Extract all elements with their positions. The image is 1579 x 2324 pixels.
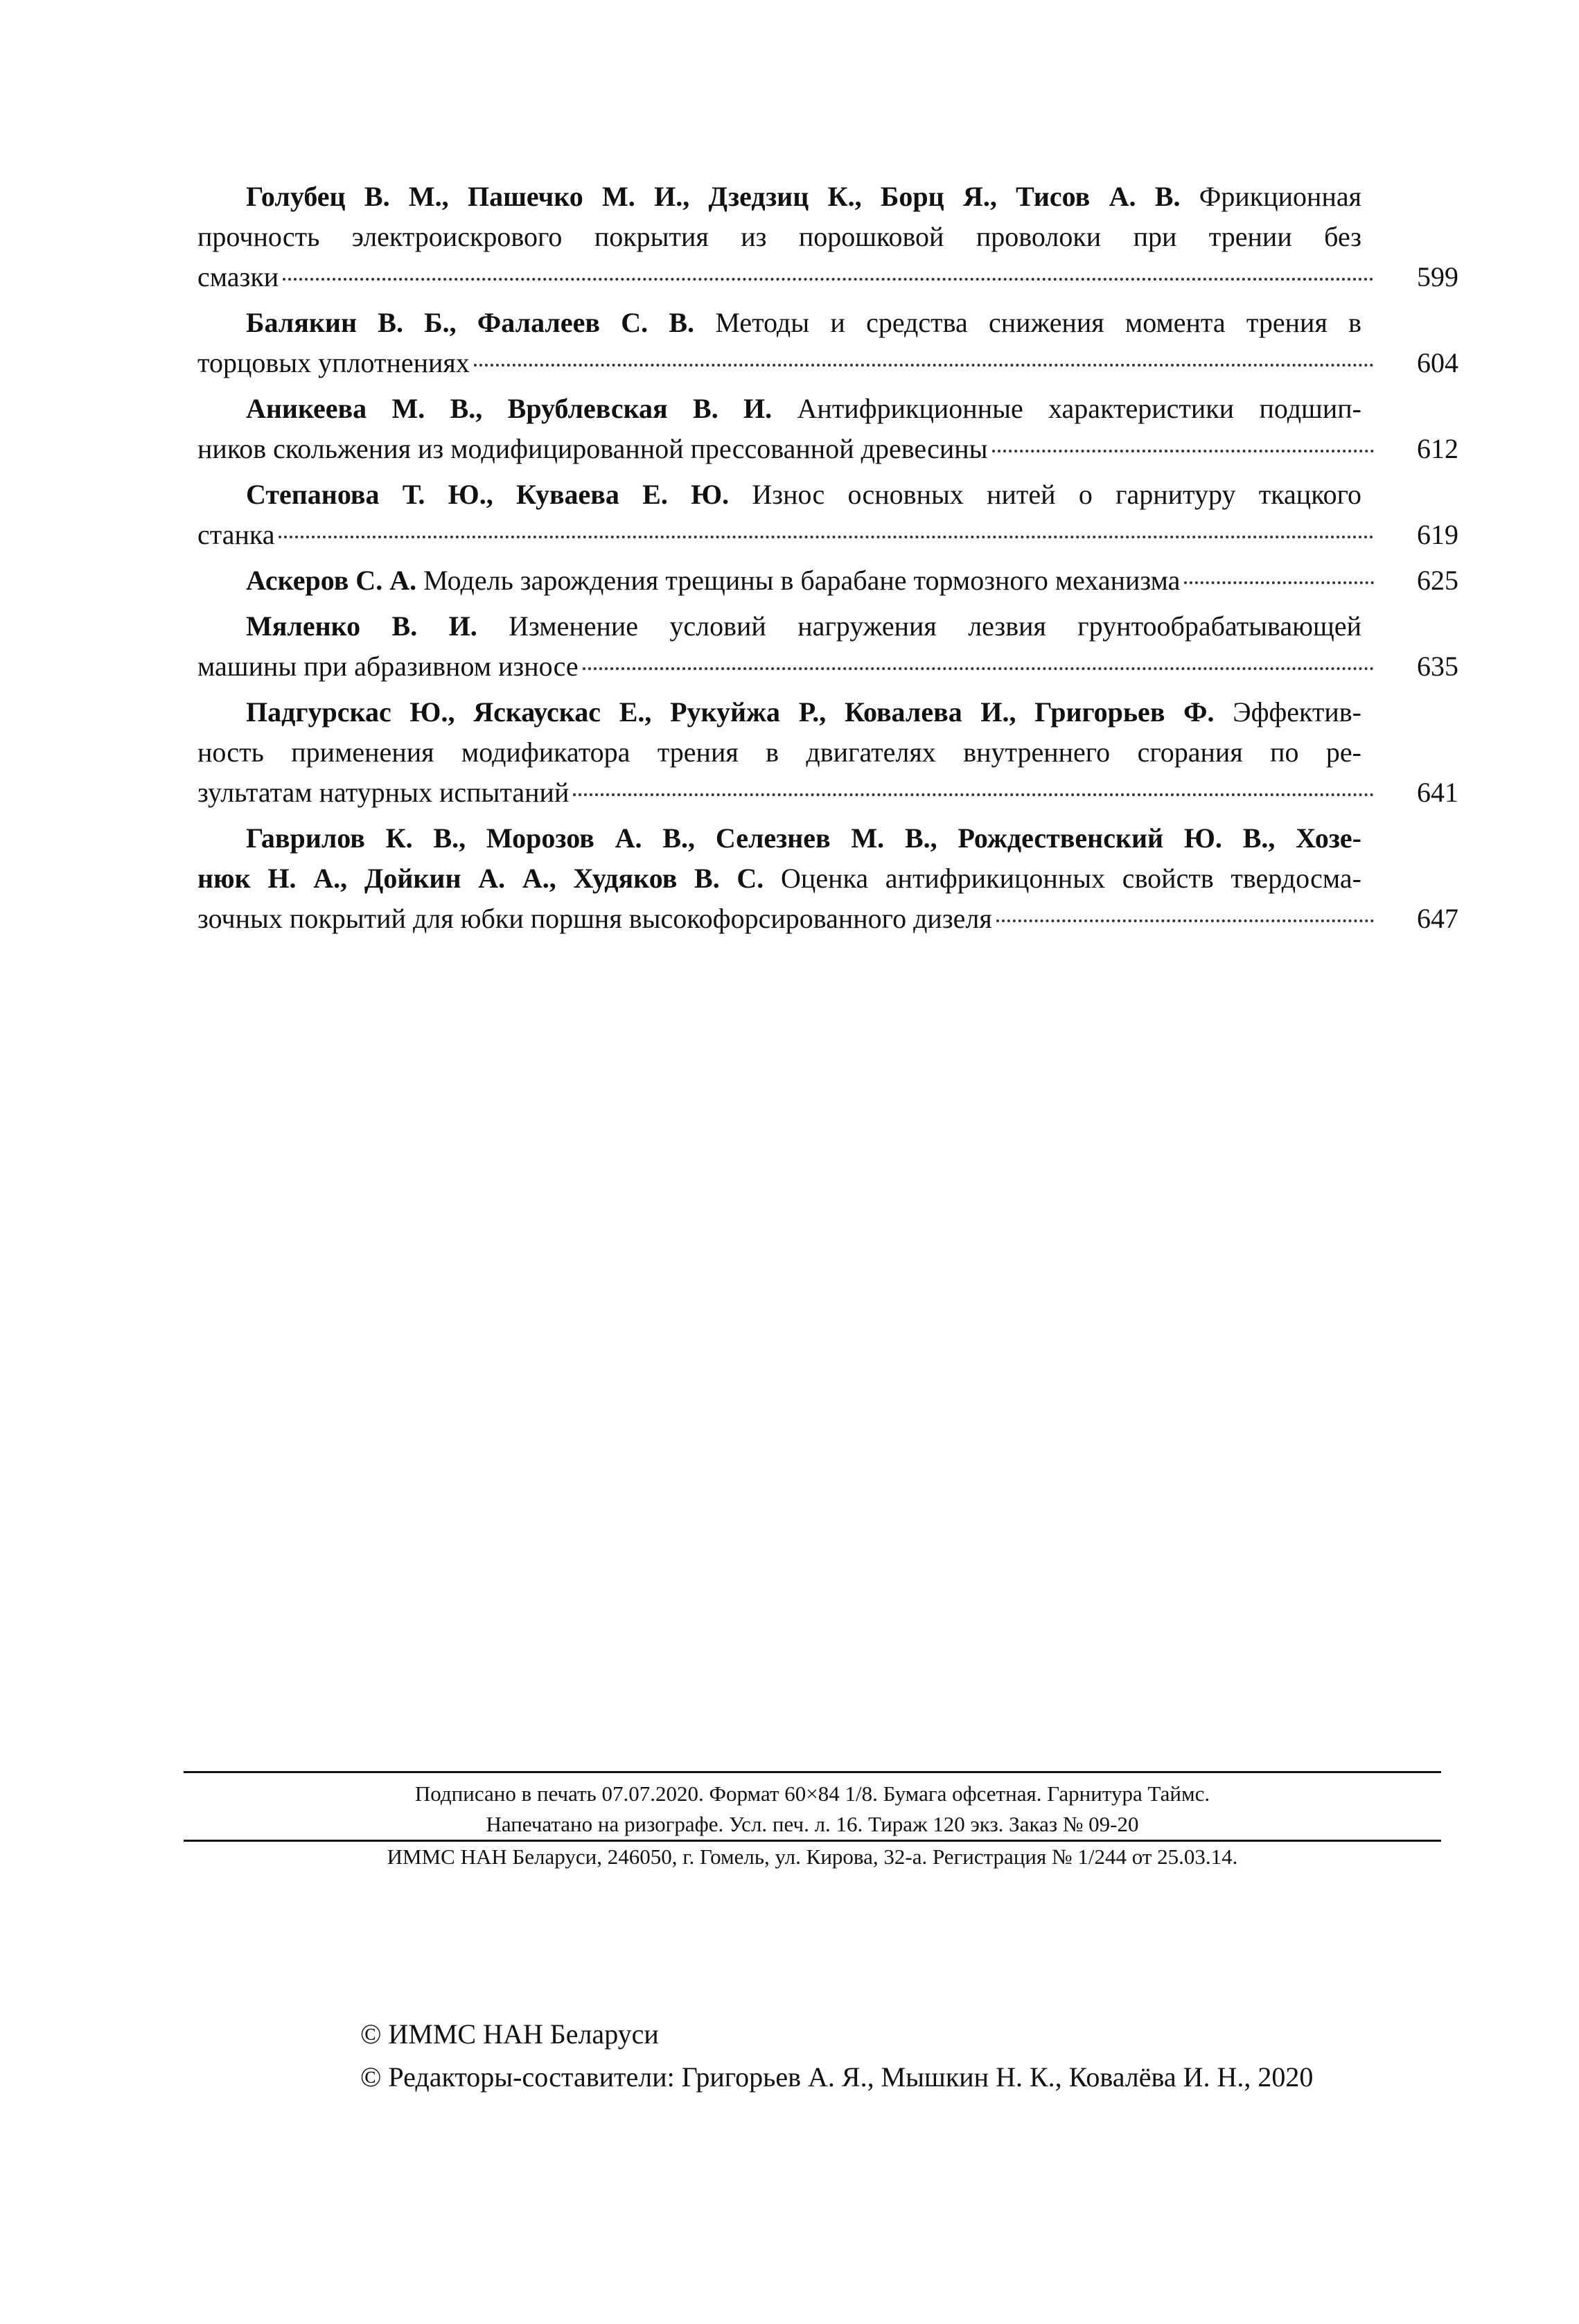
toc-entry	[197, 177, 1458, 297]
dot-leader	[283, 278, 1374, 281]
toc-entry-authors: Аскеров С. А.	[246, 565, 417, 596]
toc-entry-page: 619	[1417, 519, 1458, 550]
toc-entry-title-end: ников скольжения из модифицированной прессованной древесины	[197, 433, 988, 464]
toc-entry-authors: нюк Н. А., Дойкин А. А., Худяков В. С.	[197, 863, 764, 894]
toc-entry-title: Фрикционная	[1199, 181, 1362, 212]
toc-entry-page: 641	[1417, 777, 1458, 808]
toc-entry-title: прочность электроискрового покрытия из порошковой проволоки при трении без	[197, 221, 1361, 252]
toc-entry-authors: Падгурскас Ю., Яскаускас Е., Рукуйжа Р., Ковалева И., Григорьев Ф.	[246, 696, 1215, 728]
toc-entry-last-row	[197, 515, 1458, 555]
copyright-block	[360, 2013, 1313, 2099]
toc-entry-title: Антифрикционные характеристики подшип-	[797, 393, 1361, 424]
toc-entry-line	[197, 389, 1361, 429]
toc-entry-line	[197, 692, 1361, 732]
toc-entry-line	[197, 561, 1180, 601]
imprint-line: ИММС НАН Беларуси, 246050, г. Гомель, ул. Кирова, 32-а. Регистрация № 1/244 от 25.03.14.	[387, 1845, 1238, 1869]
toc-entry-title-end: смазки	[197, 261, 279, 292]
toc-entry	[197, 303, 1458, 383]
toc-entry-page: 647	[1417, 903, 1458, 934]
toc-entry-line	[197, 303, 1361, 343]
toc-entry-page: 599	[1417, 261, 1458, 292]
toc-entry-title-end: зультатам натурных испытаний	[197, 777, 570, 808]
dot-leader	[279, 536, 1374, 538]
copyright-line: © ИММС НАН Беларуси	[360, 2018, 659, 2050]
toc-entry-page: 612	[1417, 433, 1458, 464]
toc-entry	[197, 692, 1458, 813]
table-of-contents	[197, 177, 1458, 944]
dot-leader	[1184, 581, 1374, 584]
dot-leader	[996, 919, 1374, 922]
toc-entry-title: Методы и средства снижения момента трения в	[715, 307, 1361, 338]
toc-entry-title: Износ основных нитей о гарнитуру ткацкого	[752, 479, 1362, 510]
toc-entry-authors: Голубец В. М., Пашечко М. И., Дзедзиц К., Борц Я., Тисов А. В.	[246, 181, 1181, 212]
toc-entry-title: ность применения модификатора трения в двигателях внутреннего сгорания по ре-	[197, 737, 1361, 768]
toc-entry-title: Изменение условий нагружения лезвия грунтообрабатывающей	[509, 610, 1362, 642]
toc-entry-authors: Балякин В. Б., Фалалеев С. В.	[246, 307, 695, 338]
toc-entry-authors: Аникеева М. В., Врублевская В. И.	[246, 393, 773, 424]
toc-entry-line	[197, 177, 1361, 217]
toc-entry	[197, 389, 1458, 469]
toc-entry-line	[197, 475, 1361, 515]
toc-entry-last-row	[197, 257, 1458, 297]
dot-leader	[573, 793, 1374, 796]
toc-entry-title-end: машины при абразивном износе	[197, 651, 579, 682]
toc-entry-page: 635	[1417, 651, 1458, 682]
toc-entry	[197, 561, 1458, 601]
toc-entry-title-end: станка	[197, 519, 275, 550]
imprint-line: Подписано в печать 07.07.2020. Формат 60×84 1/8. Бумага офсетная. Гарнитура Таймс.	[414, 1781, 1210, 1806]
toc-entry-authors: Мяленко В. И.	[246, 610, 477, 642]
dot-leader	[992, 450, 1374, 452]
toc-entry-last-row	[197, 899, 1458, 939]
toc-entry	[197, 606, 1458, 687]
copyright-line: © Редакторы-составители: Григорьев А. Я., Мышкин Н. К., Ковалёва И. Н., 2020	[360, 2061, 1314, 2093]
toc-entry-line	[197, 606, 1361, 646]
toc-entry-last-row	[197, 561, 1458, 601]
toc-entry-last-row	[197, 343, 1458, 383]
toc-entry-page: 625	[1417, 565, 1458, 596]
toc-entry-title-end: зочных покрытий для юбки поршня высокофорсированного дизеля	[197, 903, 992, 934]
toc-entry-last-row	[197, 773, 1458, 813]
toc-entry-line	[197, 859, 1361, 899]
toc-entry	[197, 475, 1458, 555]
toc-entry-line	[197, 818, 1361, 859]
imprint-block	[184, 1771, 1441, 1872]
dot-leader	[474, 364, 1374, 367]
toc-entry-page: 604	[1417, 347, 1458, 378]
toc-entry-authors: Гаврилов К. В., Морозов А. В., Селезнев М. В., Рождественский Ю. В., Хозе-	[246, 822, 1361, 854]
toc-entry-title-end: торцовых уплотнениях	[197, 347, 470, 378]
toc-entry-last-row	[197, 646, 1458, 687]
imprint-line: Напечатано на ризографе. Усл. печ. л. 16. Тираж 120 экз. Заказ № 09-20	[486, 1812, 1139, 1836]
toc-entry-title-end: Модель зарождения трещины в барабане тормозного механизма	[423, 565, 1181, 596]
toc-entry-title: Оценка антифрикицонных свойств твердосма-	[781, 863, 1361, 894]
dot-leader	[583, 667, 1374, 670]
toc-entry	[197, 818, 1458, 939]
toc-entry-title: Эффектив-	[1233, 696, 1361, 728]
toc-entry-authors: Степанова Т. Ю., Куваева Е. Ю.	[246, 479, 730, 510]
toc-entry-last-row	[197, 429, 1458, 469]
